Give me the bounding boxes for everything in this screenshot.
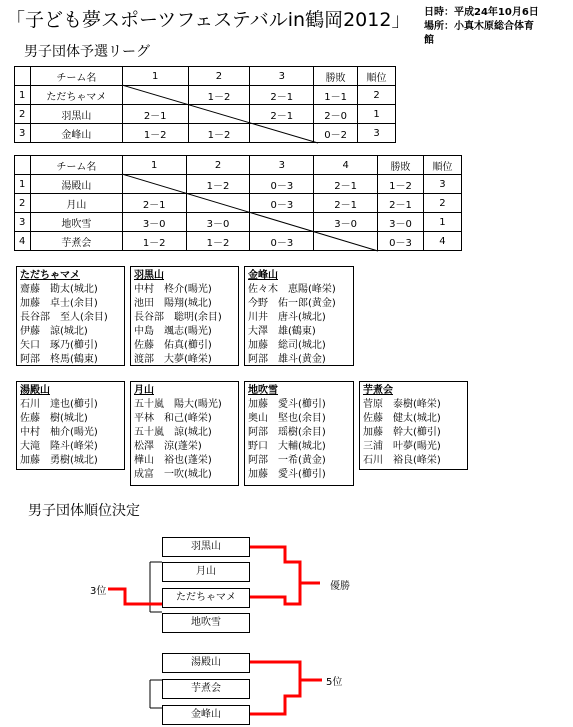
roster-member: 渡部 大夢(峰栄) [134,354,212,365]
row-number: 1 [15,175,31,194]
rank-cell: 1 [423,213,461,232]
roster-member: 三浦 叶夢(暘光) [363,441,441,452]
row-number: 2 [15,194,31,213]
roster-member: 樺山 裕也(蓬栄) [134,455,212,466]
rank-cell: 2 [423,194,461,213]
roster-member: 石川 裕良(峰栄) [363,455,441,466]
record-cell: 1－2 [378,175,424,194]
result-cell: 3－0 [122,213,186,232]
bracket-team: 地吹雪 [162,613,250,633]
roster-member: 五十嵐 諒(城北) [134,427,212,438]
bracket-team: 芋煮会 [162,679,250,699]
bracket-team: 月山 [162,562,250,582]
header-cell: 2 [186,156,250,175]
roster-member: 佐藤 健太(城北) [363,413,441,424]
roster-member: 長谷部 至人(余目) [20,312,108,323]
record-cell: 0－3 [378,232,424,251]
place-label: 場所 [424,21,444,32]
date-label: 日時 [424,7,444,18]
third-place-label: 3位 [90,586,107,597]
page-title: 「子ども夢スポーツフェステバルin鶴岡2012」 [6,9,411,31]
team-cell: 月山 [30,194,122,213]
bracket-team: ただちゃマメ [162,588,250,608]
roster-member: 加藤 愛斗(櫛引) [248,399,326,410]
row-number: 3 [15,213,31,232]
header-cell: 勝敗 [314,67,358,86]
result-cell: 2－1 [250,105,314,124]
result-cell: 0－3 [250,194,314,213]
result-cell: 2－1 [122,105,188,124]
result-cell: 3－0 [186,213,250,232]
team-cell: 羽黒山 [30,105,122,124]
roster-member: 佐々木 恵陽(峰栄) [248,284,336,295]
result-cell: 1－2 [186,175,250,194]
header-cell: 勝敗 [378,156,424,175]
row-number: 4 [15,232,31,251]
header-cell: 2 [188,67,250,86]
roster-member: 奥山 堅也(余目) [248,413,326,424]
team-cell: 芋煮会 [30,232,122,251]
result-cell: 1－2 [188,86,250,105]
date-value: ：平成24年10月6日 [444,7,539,18]
team-cell: 地吹雪 [30,213,122,232]
row-number: 2 [15,105,31,124]
result-cell: 1－2 [186,232,250,251]
result-cell: 2－1 [314,194,378,213]
winner-label: 優勝 [330,581,350,592]
bracket-team: 金峰山 [162,705,250,725]
result-cell: 2－1 [122,194,186,213]
roster-member: 加藤 勇樹(城北) [20,455,98,466]
result-cell: 2－1 [250,86,314,105]
result-cell: 0－3 [250,175,314,194]
record-cell: 0－2 [314,124,358,143]
rank-cell: 2 [358,86,396,105]
roster-team-name: 月山 [134,385,154,396]
roster-member: 加藤 卓士(余目) [20,298,98,309]
header-cell: 1 [122,156,186,175]
ranking-title: 男子団体順位決定 [28,503,140,519]
roster-member: 阿部 柊馬(鶴東) [20,354,98,365]
header-cell: 順位 [423,156,461,175]
header-cell: 4 [314,156,378,175]
roster-member: 成富 一吹(城北) [134,469,212,480]
roster-team-name: 湯殿山 [20,385,50,396]
roster-team-name: 芋煮会 [363,385,393,396]
roster-member: 五十嵐 陽大(暘光) [134,399,222,410]
roster-member: 阿部 一希(黄金) [248,455,326,466]
roster-member: 阿部 雄斗(黄金) [248,354,326,365]
record-cell: 2－0 [314,105,358,124]
roster-member: 今野 佑一郎(黄金) [248,298,336,309]
header-cell: 3 [250,67,314,86]
roster-member: 大澤 雄(鶴東) [248,326,316,337]
team-cell: 湯殿山 [30,175,122,194]
roster-member: 阿部 瑶樹(余目) [248,427,326,438]
result-cell: 1－2 [122,124,188,143]
roster-member: 齋藤 勘太(城北) [20,284,98,295]
roster-team-name: ただちゃマメ [20,270,80,281]
roster-member: 池田 陽翔(城北) [134,298,212,309]
header-cell: チーム名 [30,156,122,175]
roster-member: 中村 柊介(暘光) [134,284,212,295]
header-cell: チーム名 [30,67,122,86]
rank-cell: 1 [358,105,396,124]
roster-member: 佐藤 樹(城北) [20,413,88,424]
record-cell: 1－1 [314,86,358,105]
roster-member: 平林 和己(峰栄) [134,413,212,424]
result-cell: 0－3 [250,232,314,251]
team-cell: 金峰山 [30,124,122,143]
roster-member: 石川 達也(櫛引) [20,399,98,410]
row-number: 3 [15,124,31,143]
record-cell: 2－1 [378,194,424,213]
roster-member: 加藤 幹大(櫛引) [363,427,441,438]
rank-cell: 3 [423,175,461,194]
roster-member: 菅原 泰樹(峰栄) [363,399,441,410]
header-cell: 1 [122,67,188,86]
roster-member: 加藤 愛斗(櫛引) [248,469,326,480]
roster-member: 長谷部 聡明(余目) [134,312,222,323]
roster-member: 中村 柚介(暘光) [20,427,98,438]
result-cell: 3－0 [314,213,378,232]
roster-team-name: 羽黒山 [134,270,164,281]
roster-team-name: 金峰山 [248,270,278,281]
place-value: ：小真木原総合体育 [444,21,534,32]
place-line-2: 館 [424,35,434,46]
roster-member: 矢口 琢乃(櫛引) [20,340,98,351]
row-number: 1 [15,86,31,105]
bracket-team: 湯殿山 [162,653,250,673]
roster-member: 松澤 涼(蓬栄) [134,441,202,452]
roster-member: 野口 大輔(城北) [248,441,326,452]
result-cell: 1－2 [122,232,186,251]
result-cell: 1－2 [188,124,250,143]
rank-cell: 3 [358,124,396,143]
roster-team-name: 地吹雪 [248,385,278,396]
roster-member: 中島 颯志(暘光) [134,326,212,337]
roster-member: 伊藤 諒(城北) [20,326,88,337]
league-title: 男子団体予選リーグ [24,44,150,60]
fifth-place-label: 5位 [326,677,343,688]
bracket-team: 羽黒山 [162,537,250,557]
header-cell: 順位 [358,67,396,86]
roster-member: 大滝 隆斗(峰栄) [20,441,98,452]
header-cell: 3 [250,156,314,175]
roster-member: 佐藤 佑真(櫛引) [134,340,212,351]
rank-cell: 4 [423,232,461,251]
roster-member: 川井 唐斗(城北) [248,312,326,323]
roster-member: 加藤 総司(城北) [248,340,326,351]
record-cell: 3－0 [378,213,424,232]
team-cell: ただちゃマメ [30,86,122,105]
result-cell: 2－1 [314,175,378,194]
